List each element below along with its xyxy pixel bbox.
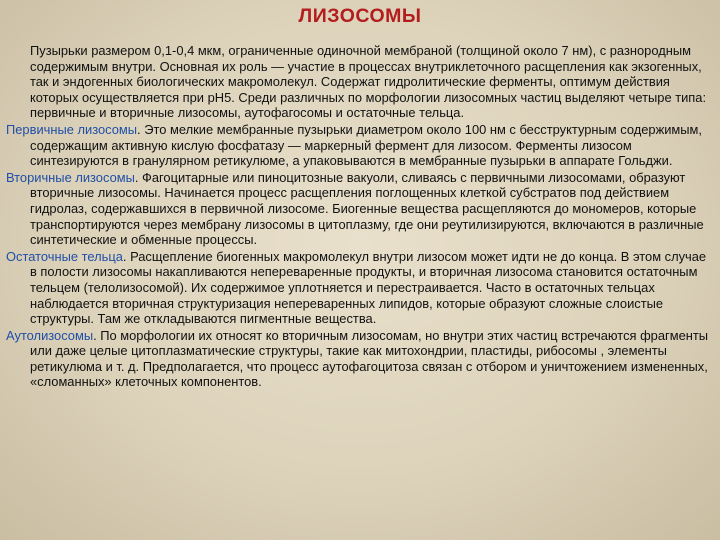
section-term: Остаточные тельца xyxy=(6,248,123,264)
section-paragraph-primary xyxy=(6,122,714,169)
intro-paragraph: Пузырьки размером 0,1-0,4 мкм, ограниченные одиночной мембраной (толщиной около 7 нм), с разнородным содержимым внутри. Основная их роль — участие в процессах внутриклеточного расщепления как экзогенных, так и эндогенных биологических макромолекул. Содержат гидролитические ферменты, оптимум действия которых осуществляется при рН5. Среди различных по морфологии лизосомных частиц выделяют четыре типа: первичные и вторичные лизосомы, аутофагосомы и остаточные тельца. xyxy=(30,43,707,121)
section-paragraph-secondary xyxy=(6,170,714,248)
section-term: Первичные лизосомы xyxy=(6,121,138,137)
slide-body xyxy=(6,43,714,391)
section-text: . Фагоцитарные или пиноцитозные вакуоли, сливаясь с первичными лизосомами, образуют вторичные лизосомы. Начинается процесс расщепления поглощенных клеткой субстратов под действием гидролаз, содержавшихся в первичной лизосоме. Биогенные вещества расщепляются до мономеров, которые транспортируются через мембрану лизосомы в цитоплазму, где они реутилизируются, включаются в различные синтетические и обменные процессы. xyxy=(30,169,704,248)
section-text: . По морфологии их относят ко вторичным лизосомам, но внутри этих частиц встречаются фрагменты или даже целые цитоплазматические структуры, такие как митохондрии, пластиды, рибосомы , элементы ретикулюма и т. д. Предполагается, что процесс аутофагоцитоза связан с отбором и уничтожением измененных, «сломанных» клеточных компонентов. xyxy=(30,327,709,390)
section-term: Аутолизосомы xyxy=(6,327,94,343)
section-paragraph-autolysosome xyxy=(6,328,714,390)
section-paragraph-residual xyxy=(6,249,714,327)
section-term: Вторичные лизосомы xyxy=(6,169,135,185)
section-text: . Расщепление биогенных макромолекул внутри лизосом может идти не до конца. В этом случае в полости лизосомы накапливаются непереваренные продукты, и вторичная лизосома становится остаточным тельцем (телолизосомой). Их содержимое уплотняется и перестраивается. Часто в остаточных тельцах наблюдается вторичная структуризация непереваренных липидов, которые образуют сложные слоистые структуры. Там же откладываются пигментные вещества. xyxy=(30,248,707,327)
slide-title: ЛИЗОСОМЫ xyxy=(298,5,422,27)
section-text: . Это мелкие мембранные пузырьки диаметром около 100 нм с бесструктурным содержимым, содержащим активную кислую фосфатазу — маркерный фермент для лизосом. Ферменты лизосом синтезируются в гранулярном ретикулюме, а упаковываются в мембранные пузырьки в аппарате Гольджи. xyxy=(30,121,702,169)
